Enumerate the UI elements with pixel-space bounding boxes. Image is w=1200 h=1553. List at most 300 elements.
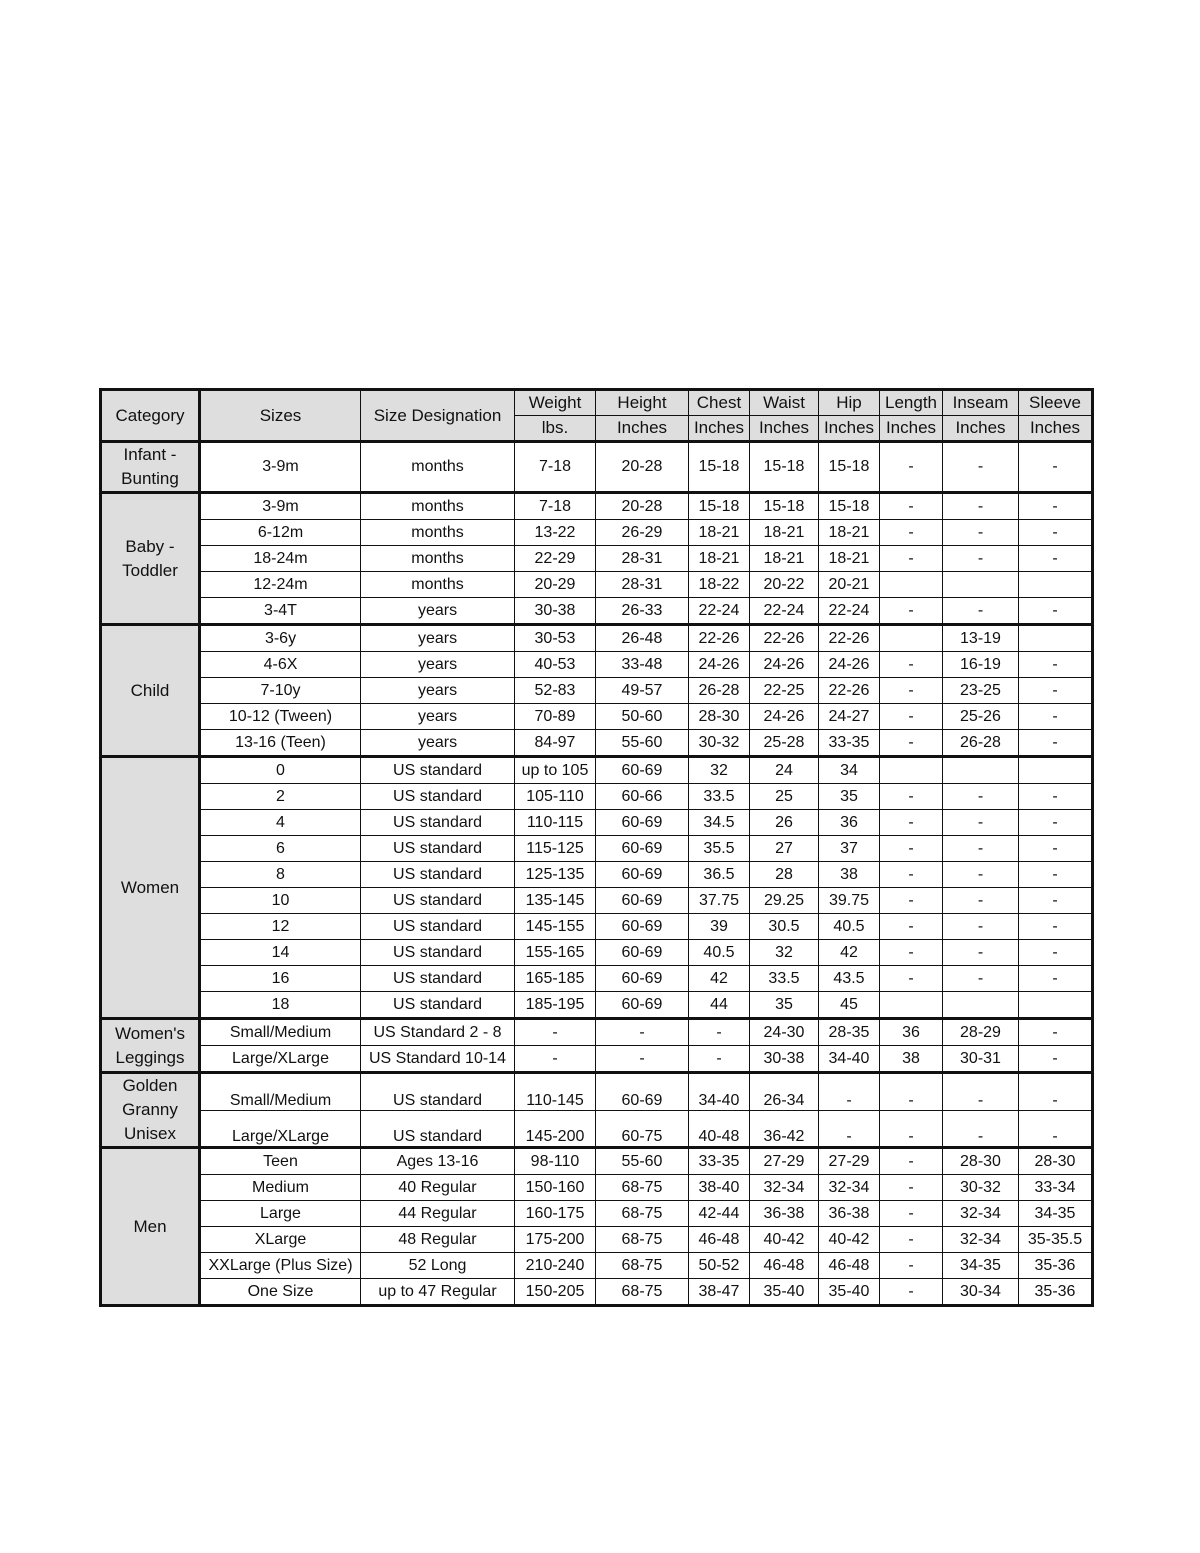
table-cell: 32-34 — [819, 1175, 880, 1201]
table-cell: Large/XLarge — [200, 1046, 361, 1073]
table-cell: 36-38 — [750, 1201, 819, 1227]
table-cell: 68-75 — [596, 1253, 689, 1279]
table-cell: 22-25 — [750, 678, 819, 704]
header-hip: Hip — [819, 390, 880, 416]
table-cell — [1019, 992, 1093, 1019]
header-length: Length — [880, 390, 943, 416]
header-sizes: Sizes — [200, 390, 361, 442]
table-cell: 28-31 — [596, 546, 689, 572]
table-row — [101, 678, 1093, 704]
unit-weight: lbs. — [515, 416, 596, 442]
table-cell: 7-18 — [515, 493, 596, 520]
table-cell: 48 Regular — [361, 1227, 515, 1253]
table-cell: - — [943, 810, 1019, 836]
table-cell: 60-69 — [596, 757, 689, 784]
table-cell: - — [880, 836, 943, 862]
table-cell: 8 — [200, 862, 361, 888]
table-cell: 145-155 — [515, 914, 596, 940]
table-cell: US standard — [361, 1073, 515, 1111]
table-cell: - — [880, 730, 943, 757]
table-cell: 30-53 — [515, 625, 596, 652]
category-cell: Women — [101, 757, 200, 1019]
unit-inseam: Inches — [943, 416, 1019, 442]
size-chart-table — [99, 388, 1094, 1307]
table-cell: 40-53 — [515, 652, 596, 678]
category-cell: Infant - Bunting — [101, 442, 200, 493]
table-cell: 18-21 — [819, 520, 880, 546]
table-cell: - — [880, 1201, 943, 1227]
table-cell — [943, 757, 1019, 784]
table-cell: 46-48 — [750, 1253, 819, 1279]
table-cell — [1019, 625, 1093, 652]
table-cell: - — [880, 862, 943, 888]
table-cell: - — [819, 1110, 880, 1148]
table-cell: 38-47 — [689, 1279, 750, 1306]
category-cell: Child — [101, 625, 200, 757]
table-cell: 22-26 — [819, 678, 880, 704]
table-cell: - — [943, 598, 1019, 625]
table-cell: 35-40 — [819, 1279, 880, 1306]
table-cell: - — [1019, 862, 1093, 888]
table-cell: 30-34 — [943, 1279, 1019, 1306]
table-cell: - — [880, 1148, 943, 1175]
table-cell: 28-30 — [689, 704, 750, 730]
table-cell: 33-35 — [819, 730, 880, 757]
table-cell: 20-28 — [596, 493, 689, 520]
table-cell: 84-97 — [515, 730, 596, 757]
table-row — [101, 836, 1093, 862]
table-cell: 210-240 — [515, 1253, 596, 1279]
table-cell — [1019, 572, 1093, 598]
category-cell: Baby - Toddler — [101, 493, 200, 625]
table-cell: 36.5 — [689, 862, 750, 888]
table-cell: 60-69 — [596, 836, 689, 862]
table-cell: - — [1019, 442, 1093, 493]
table-cell: 175-200 — [515, 1227, 596, 1253]
table-row — [101, 1046, 1093, 1073]
table-cell: US Standard 2 - 8 — [361, 1019, 515, 1046]
table-cell: - — [689, 1046, 750, 1073]
table-cell: 33.5 — [689, 784, 750, 810]
table-cell: 36-38 — [819, 1201, 880, 1227]
table-cell: 26-28 — [943, 730, 1019, 757]
table-cell: 18-21 — [819, 546, 880, 572]
table-row — [101, 1227, 1093, 1253]
table-cell: 98-110 — [515, 1148, 596, 1175]
table-cell: - — [880, 1073, 943, 1111]
table-cell: US standard — [361, 810, 515, 836]
table-cell: 10-12 (Tween) — [200, 704, 361, 730]
table-cell: - — [943, 862, 1019, 888]
table-cell: 18-21 — [750, 520, 819, 546]
table-cell: 38-40 — [689, 1175, 750, 1201]
table-cell: 15-18 — [819, 442, 880, 493]
header-sleeve: Sleeve — [1019, 390, 1093, 416]
table-cell: 32 — [689, 757, 750, 784]
table-cell: 2 — [200, 784, 361, 810]
table-cell: 22-24 — [689, 598, 750, 625]
table-cell: 22-26 — [819, 625, 880, 652]
table-row — [101, 757, 1093, 784]
table-cell: 3-6y — [200, 625, 361, 652]
table-cell: 26-29 — [596, 520, 689, 546]
table-cell: 55-60 — [596, 730, 689, 757]
table-cell: 36 — [819, 810, 880, 836]
table-cell: 10 — [200, 888, 361, 914]
unit-chest: Inches — [689, 416, 750, 442]
table-cell: - — [880, 520, 943, 546]
header-category: Category — [101, 390, 200, 442]
table-cell: 36 — [880, 1019, 943, 1046]
table-cell: 36-42 — [750, 1110, 819, 1148]
table-cell: - — [880, 1110, 943, 1148]
table-cell: years — [361, 678, 515, 704]
table-cell: 45 — [819, 992, 880, 1019]
table-row — [101, 442, 1093, 493]
table-cell: 42-44 — [689, 1201, 750, 1227]
table-cell: - — [880, 704, 943, 730]
table-cell: 68-75 — [596, 1279, 689, 1306]
table-cell: years — [361, 625, 515, 652]
table-cell: Small/Medium — [200, 1073, 361, 1111]
table-cell — [880, 572, 943, 598]
table-cell: 150-205 — [515, 1279, 596, 1306]
table-cell: 34-40 — [819, 1046, 880, 1073]
table-cell: 24-27 — [819, 704, 880, 730]
table-cell: 4 — [200, 810, 361, 836]
table-cell: - — [880, 546, 943, 572]
table-cell: One Size — [200, 1279, 361, 1306]
table-cell: - — [943, 493, 1019, 520]
table-cell: 43.5 — [819, 966, 880, 992]
table-cell: - — [819, 1073, 880, 1111]
table-cell: 27 — [750, 836, 819, 862]
table-cell: 33-35 — [689, 1148, 750, 1175]
table-cell: 35 — [750, 992, 819, 1019]
table-cell: 60-69 — [596, 966, 689, 992]
table-cell: 40.5 — [689, 940, 750, 966]
table-cell: 3-4T — [200, 598, 361, 625]
table-cell: - — [1019, 810, 1093, 836]
table-cell: 42 — [819, 940, 880, 966]
table-cell: 28 — [750, 862, 819, 888]
table-cell: 34-35 — [1019, 1201, 1093, 1227]
table-cell: US standard — [361, 914, 515, 940]
table-cell: 26 — [750, 810, 819, 836]
table-row — [101, 493, 1093, 520]
table-cell — [943, 992, 1019, 1019]
table-cell: 28-29 — [943, 1019, 1019, 1046]
table-cell: US standard — [361, 966, 515, 992]
table-cell: 30-32 — [943, 1175, 1019, 1201]
table-cell: 24 — [750, 757, 819, 784]
table-cell: 40 Regular — [361, 1175, 515, 1201]
table-cell: 22-24 — [819, 598, 880, 625]
table-cell: years — [361, 704, 515, 730]
table-cell: 68-75 — [596, 1227, 689, 1253]
table-cell — [880, 625, 943, 652]
table-cell: 0 — [200, 757, 361, 784]
table-cell: 49-57 — [596, 678, 689, 704]
table-cell: 26-28 — [689, 678, 750, 704]
table-cell: Large — [200, 1201, 361, 1227]
table-cell: - — [1019, 493, 1093, 520]
table-cell: 7-10y — [200, 678, 361, 704]
table-cell: - — [1019, 730, 1093, 757]
table-cell: 13-19 — [943, 625, 1019, 652]
table-cell: 26-48 — [596, 625, 689, 652]
category-cell: Women's Leggings — [101, 1019, 200, 1073]
table-cell: - — [1019, 678, 1093, 704]
table-cell: 32 — [750, 940, 819, 966]
header-weight: Weight — [515, 390, 596, 416]
table-cell: US standard — [361, 888, 515, 914]
table-cell: Teen — [200, 1148, 361, 1175]
table-cell: - — [1019, 520, 1093, 546]
table-cell: - — [880, 888, 943, 914]
table-cell: 50-52 — [689, 1253, 750, 1279]
table-cell: 24-30 — [750, 1019, 819, 1046]
table-cell: 34 — [819, 757, 880, 784]
table-cell: 39 — [689, 914, 750, 940]
unit-sleeve: Inches — [1019, 416, 1093, 442]
table-cell: 20-21 — [819, 572, 880, 598]
table-cell: 28-30 — [943, 1148, 1019, 1175]
table-cell: 27-29 — [819, 1148, 880, 1175]
table-row — [101, 625, 1093, 652]
table-cell: 30-31 — [943, 1046, 1019, 1073]
table-cell: 145-200 — [515, 1110, 596, 1148]
table-cell: 39.75 — [819, 888, 880, 914]
table-row — [101, 730, 1093, 757]
table-cell: - — [943, 442, 1019, 493]
table-cell: 24-26 — [750, 704, 819, 730]
table-cell: 18 — [200, 992, 361, 1019]
table-cell: - — [1019, 966, 1093, 992]
table-cell: 25 — [750, 784, 819, 810]
table-cell: 15-18 — [750, 493, 819, 520]
table-cell: Ages 13-16 — [361, 1148, 515, 1175]
table-cell: 20-28 — [596, 442, 689, 493]
table-cell: 14 — [200, 940, 361, 966]
table-cell: 26-34 — [750, 1073, 819, 1111]
table-cell: - — [943, 836, 1019, 862]
table-cell: - — [943, 966, 1019, 992]
table-cell: - — [880, 784, 943, 810]
table-cell: 4-6X — [200, 652, 361, 678]
table-cell: 18-24m — [200, 546, 361, 572]
table-cell: - — [880, 1253, 943, 1279]
table-cell: 38 — [819, 862, 880, 888]
table-row — [101, 1175, 1093, 1201]
table-cell: - — [1019, 652, 1093, 678]
table-cell: XLarge — [200, 1227, 361, 1253]
size-chart-body — [101, 390, 1093, 1306]
table-cell: 155-165 — [515, 940, 596, 966]
table-cell: 22-26 — [689, 625, 750, 652]
table-row — [101, 888, 1093, 914]
table-cell: 20-22 — [750, 572, 819, 598]
table-cell: 46-48 — [689, 1227, 750, 1253]
table-cell: - — [1019, 836, 1093, 862]
table-cell: - — [943, 888, 1019, 914]
table-cell: 35-35.5 — [1019, 1227, 1093, 1253]
table-cell: 16 — [200, 966, 361, 992]
table-cell: 35 — [819, 784, 880, 810]
table-cell: 55-60 — [596, 1148, 689, 1175]
header-row — [101, 390, 1093, 416]
table-cell: 35.5 — [689, 836, 750, 862]
table-cell: 32-34 — [750, 1175, 819, 1201]
header-height: Height — [596, 390, 689, 416]
header-waist: Waist — [750, 390, 819, 416]
table-cell: 52 Long — [361, 1253, 515, 1279]
table-cell: 60-69 — [596, 810, 689, 836]
table-row — [101, 572, 1093, 598]
table-cell: 30-38 — [750, 1046, 819, 1073]
table-cell: - — [880, 598, 943, 625]
table-cell: 32-34 — [943, 1201, 1019, 1227]
unit-hip: Inches — [819, 416, 880, 442]
table-row — [101, 1279, 1093, 1306]
table-cell: months — [361, 442, 515, 493]
table-cell: - — [880, 1279, 943, 1306]
table-cell: 110-145 — [515, 1073, 596, 1111]
table-cell: 105-110 — [515, 784, 596, 810]
table-cell: years — [361, 598, 515, 625]
table-cell: US standard — [361, 784, 515, 810]
table-cell: months — [361, 572, 515, 598]
table-cell — [1019, 757, 1093, 784]
table-row — [101, 784, 1093, 810]
table-cell: years — [361, 652, 515, 678]
table-cell: 160-175 — [515, 1201, 596, 1227]
table-cell: 42 — [689, 966, 750, 992]
table-cell: - — [1019, 914, 1093, 940]
table-cell: 3-9m — [200, 493, 361, 520]
table-cell: 3-9m — [200, 442, 361, 493]
table-cell: 24-26 — [819, 652, 880, 678]
table-cell: 40-42 — [819, 1227, 880, 1253]
table-cell: 22-29 — [515, 546, 596, 572]
table-cell: - — [1019, 598, 1093, 625]
table-cell: - — [880, 678, 943, 704]
table-cell: 60-66 — [596, 784, 689, 810]
table-row — [101, 914, 1093, 940]
table-row — [101, 1110, 1093, 1148]
table-cell: - — [1019, 1110, 1093, 1148]
table-cell: 44 — [689, 992, 750, 1019]
table-cell: 27-29 — [750, 1148, 819, 1175]
table-cell: 18-21 — [689, 520, 750, 546]
table-cell: months — [361, 520, 515, 546]
table-row — [101, 1253, 1093, 1279]
table-cell: - — [880, 940, 943, 966]
table-cell: 22-24 — [750, 598, 819, 625]
table-row — [101, 1073, 1093, 1111]
table-cell: Medium — [200, 1175, 361, 1201]
table-cell: 33-48 — [596, 652, 689, 678]
table-cell: 37.75 — [689, 888, 750, 914]
table-row — [101, 520, 1093, 546]
header-chest: Chest — [689, 390, 750, 416]
table-cell: 16-19 — [943, 652, 1019, 678]
table-cell: 15-18 — [689, 442, 750, 493]
table-cell: 40-48 — [689, 1110, 750, 1148]
table-cell: 150-160 — [515, 1175, 596, 1201]
table-row — [101, 862, 1093, 888]
table-cell: - — [943, 784, 1019, 810]
table-cell: 28-31 — [596, 572, 689, 598]
table-cell: 15-18 — [819, 493, 880, 520]
table-cell: US standard — [361, 862, 515, 888]
table-cell: 13-22 — [515, 520, 596, 546]
table-cell: Small/Medium — [200, 1019, 361, 1046]
table-cell: - — [515, 1046, 596, 1073]
table-cell: years — [361, 730, 515, 757]
table-cell: - — [596, 1019, 689, 1046]
table-cell: 12 — [200, 914, 361, 940]
table-cell: - — [943, 1073, 1019, 1111]
table-cell: 28-30 — [1019, 1148, 1093, 1175]
table-cell: - — [880, 966, 943, 992]
table-cell: - — [515, 1019, 596, 1046]
table-cell: 18-21 — [750, 546, 819, 572]
table-cell: - — [596, 1046, 689, 1073]
table-row — [101, 652, 1093, 678]
table-cell: - — [943, 520, 1019, 546]
table-cell: - — [1019, 704, 1093, 730]
table-row — [101, 1201, 1093, 1227]
table-cell: 7-18 — [515, 442, 596, 493]
table-cell: US standard — [361, 836, 515, 862]
table-cell: 165-185 — [515, 966, 596, 992]
table-row — [101, 704, 1093, 730]
table-cell: 68-75 — [596, 1175, 689, 1201]
table-cell: 70-89 — [515, 704, 596, 730]
table-cell: 6 — [200, 836, 361, 862]
table-cell: - — [943, 940, 1019, 966]
table-row — [101, 810, 1093, 836]
table-cell: 40.5 — [819, 914, 880, 940]
unit-length: Inches — [880, 416, 943, 442]
table-cell: 34-40 — [689, 1073, 750, 1111]
table-cell: 46-48 — [819, 1253, 880, 1279]
table-cell: 60-69 — [596, 1073, 689, 1111]
table-cell: 25-28 — [750, 730, 819, 757]
table-cell: 110-115 — [515, 810, 596, 836]
table-row — [101, 1019, 1093, 1046]
table-cell — [880, 992, 943, 1019]
table-cell: 34-35 — [943, 1253, 1019, 1279]
table-cell: 30-38 — [515, 598, 596, 625]
table-cell: - — [880, 810, 943, 836]
table-cell: 22-26 — [750, 625, 819, 652]
table-cell: 29.25 — [750, 888, 819, 914]
table-cell: 23-25 — [943, 678, 1019, 704]
table-cell: 60-69 — [596, 992, 689, 1019]
table-cell: - — [1019, 1019, 1093, 1046]
table-cell: 185-195 — [515, 992, 596, 1019]
table-cell: 30.5 — [750, 914, 819, 940]
table-cell: 28-35 — [819, 1019, 880, 1046]
table-cell: - — [1019, 1073, 1093, 1111]
table-cell: - — [943, 546, 1019, 572]
table-row — [101, 992, 1093, 1019]
table-cell: - — [1019, 784, 1093, 810]
header-size-designation: Size Designation — [361, 390, 515, 442]
table-cell: 6-12m — [200, 520, 361, 546]
